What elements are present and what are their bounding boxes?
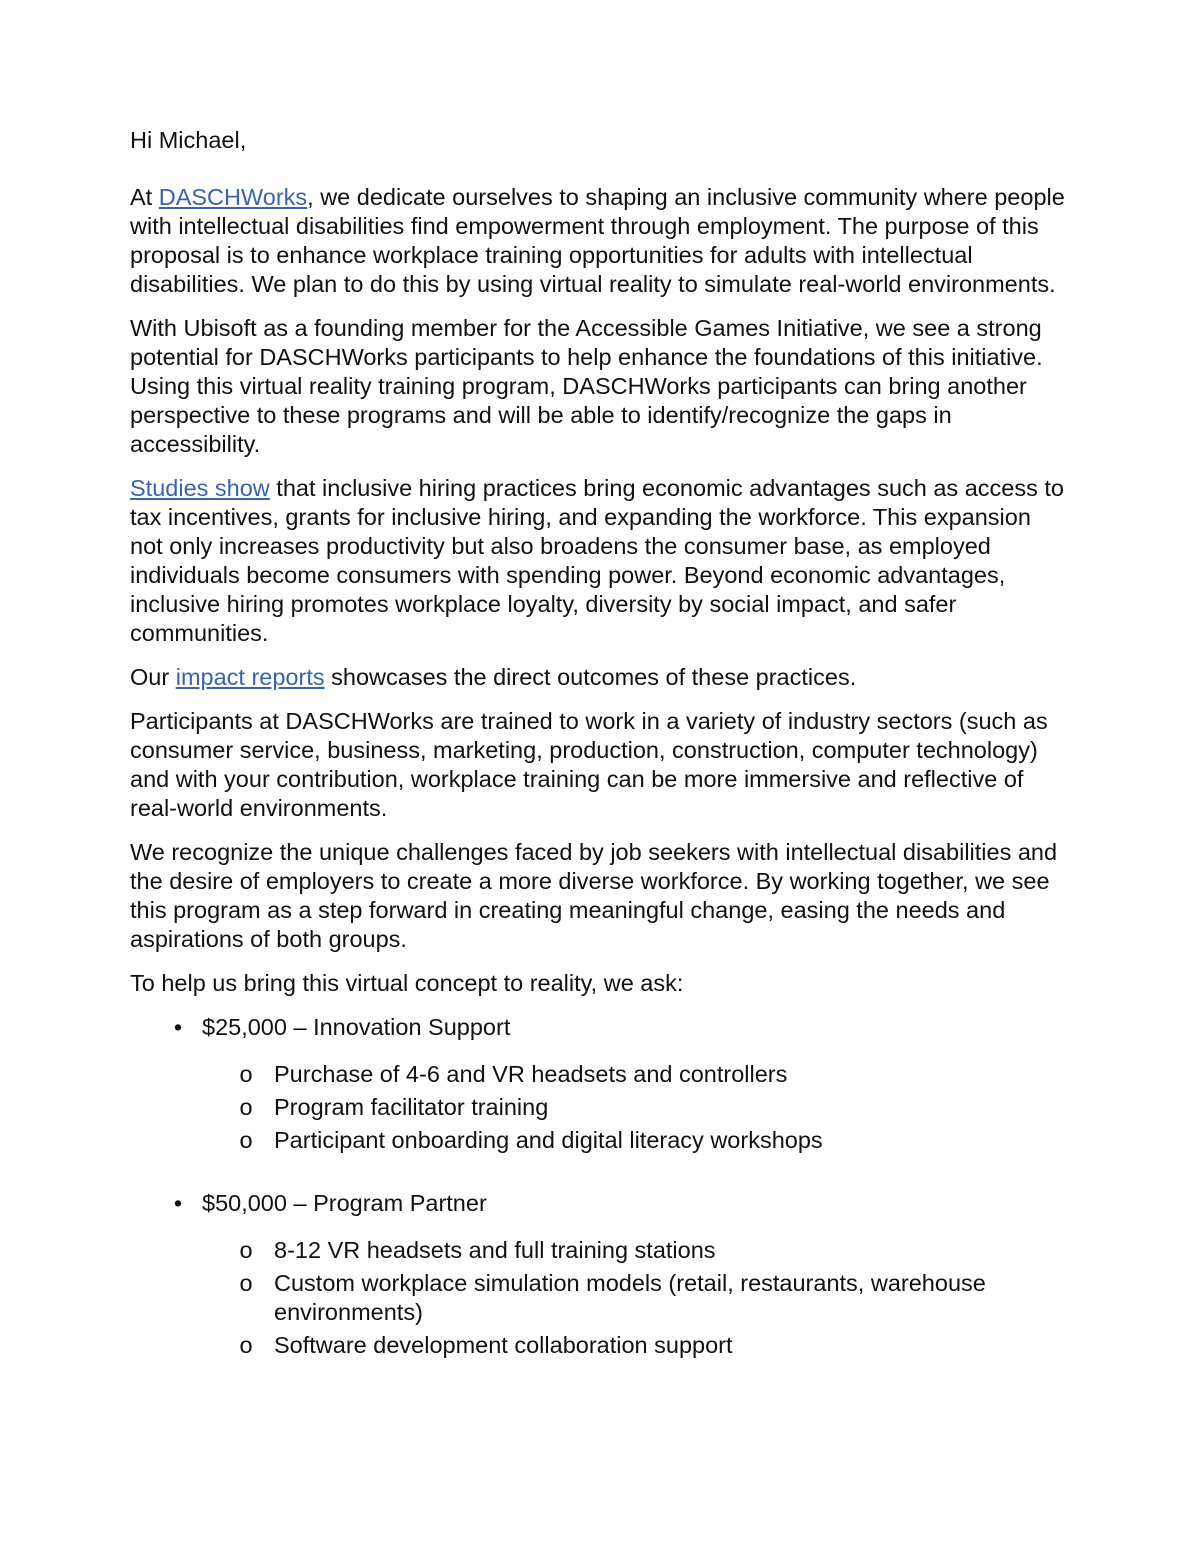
sub-bullet-icon: o [239,1332,253,1358]
funding-tier-list [130,1013,1070,1360]
tier-label: $25,000 – Innovation Support [202,1014,511,1040]
daschworks-link[interactable]: DASCHWorks [158,184,308,210]
paragraph-ubisoft: With Ubisoft as a founding member for the Accessible Games Initiative, we see a strong potential for DASCHWorks participants to help enhance the foundations of this initiative. Using this virtual reality training program, DASCHWorks participants can bring another perspective to these programs and will be able to identify/recognize the gaps in accessibility. [130,315,1043,457]
tier-item-list [202,1060,1070,1155]
sub-bullet-icon: o [239,1094,253,1120]
tier-item [202,1093,1070,1122]
tier-item-text: Purchase of 4-6 and VR headsets and controllers [274,1061,788,1087]
tier-innovation-support [130,1013,1070,1155]
tier-item [202,1331,1070,1360]
tier-item [202,1269,1070,1327]
studies-show-link[interactable]: Studies show [130,475,270,501]
sub-bullet-icon: o [239,1270,253,1296]
tier-program-partner [130,1189,1070,1360]
impact-reports-link[interactable]: impact reports [175,664,325,690]
sub-bullet-icon: o [239,1127,253,1153]
bullet-icon: • [173,1014,183,1040]
tier-item [202,1236,1070,1265]
sub-bullet-icon: o [239,1061,253,1087]
impact-text: showcases the direct outcomes of these practices. [324,664,857,690]
paragraph-impact [130,663,1070,692]
tier-item-text: Custom workplace simulation models (retail, restaurants, warehouse environments) [274,1270,986,1325]
impact-prefix: Our [130,664,176,690]
tier-label: $50,000 – Program Partner [202,1190,487,1216]
intro-prefix: At [130,184,159,210]
paragraph-challenges: We recognize the unique challenges faced by job seekers with intellectual disabilities and the desire of employers to create a more diverse workforce. By working together, we see this program as a step forward in creating meaningful change, easing the needs and aspirations of both groups. [130,839,1058,952]
paragraph-ask: To help us bring this virtual concept to reality, we ask: [130,970,684,996]
paragraph-studies [130,474,1070,648]
bullet-icon: • [173,1190,183,1216]
tier-item [202,1126,1070,1155]
paragraph-participants: Participants at DASCHWorks are trained to work in a variety of industry sectors (such as consumer service, business, marketing, production, construction, computer technology) and with your contribution, workplace training can be more immersive and reflective of real-world environments. [130,708,1048,821]
studies-text: that inclusive hiring practices bring economic advantages such as access to tax incentives, grants for inclusive hiring, and expanding the workforce. This expansion not only increases productivity but also broadens the consumer base, as employed individuals become consumers with spending power. Beyond economic advantages, inclusive hiring promotes workplace loyalty, diversity by social impact, and safer communities. [130,475,1064,646]
paragraph-intro [130,183,1070,299]
tier-item-text: Program facilitator training [274,1094,549,1120]
tier-item-text: 8-12 VR headsets and full training stations [274,1237,716,1263]
intro-text: , we dedicate ourselves to shaping an inclusive community where people with intellectual disabilities find empowerment through employment. The purpose of this proposal is to enhance workplace training opportunities for adults with intellectual disabilities. We plan to do this by using virtual reality to simulate real-world environments. [130,184,1065,297]
tier-item-list [202,1236,1070,1360]
tier-item [202,1060,1070,1089]
greeting: Hi Michael, [130,127,247,153]
sub-bullet-icon: o [239,1237,253,1263]
tier-item-text: Software development collaboration support [274,1332,733,1358]
tier-item-text: Participant onboarding and digital literacy workshops [274,1127,823,1153]
